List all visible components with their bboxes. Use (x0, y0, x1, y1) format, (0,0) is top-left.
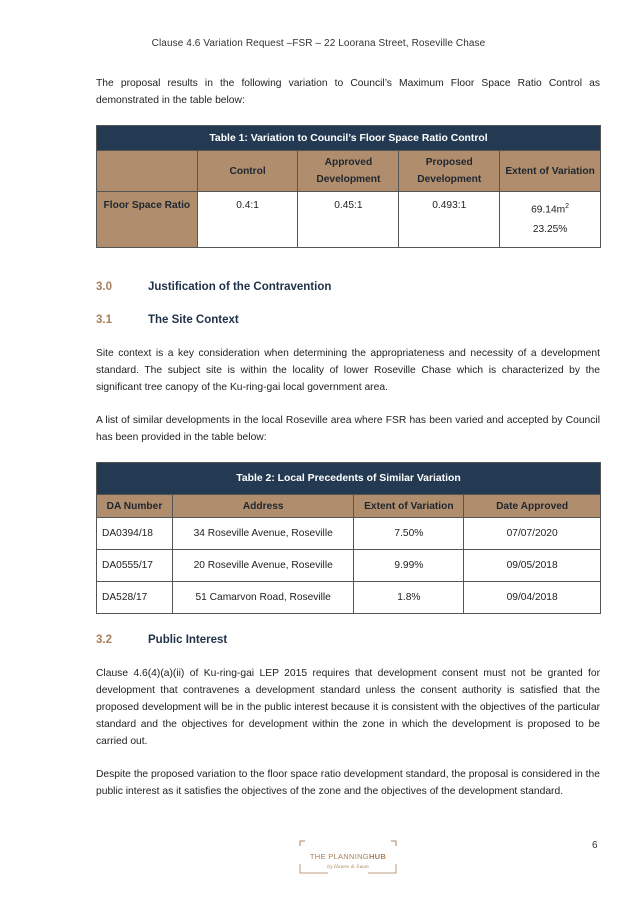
table-row (97, 518, 601, 550)
extent-percent: 23.25% (532, 224, 568, 236)
precedents-intro-paragraph: A list of similar developments in the local Roseville area where FSR has been varied and accepted by Council has been provided in the table below: (96, 415, 600, 443)
extent-area-sup: 2 (565, 203, 570, 210)
table1-header-extent: Extent of Variation (500, 151, 601, 192)
table-row (97, 582, 601, 614)
section-3-2-title: Public Interest (148, 634, 228, 646)
table-row (97, 550, 601, 582)
table-local-precedents (96, 462, 601, 614)
table2-cell-da: DA0394/18 (97, 518, 173, 550)
table-fsr-variation (96, 125, 601, 248)
logo-prefix: THE PLANNING (309, 852, 369, 861)
table1-cell-extent (500, 192, 601, 248)
public-interest-paragraph-2: Despite the proposed variation to the floor space ratio development standard, the proposal is considered in the public interest as it satisfies the objectives of the zone and the objectives of the development standard. (96, 769, 600, 797)
section-3-0-title: Justification of the Contravention (148, 281, 332, 293)
logo-tagline: by Hawes & Swan (327, 865, 369, 870)
page-number: 6 (592, 840, 598, 851)
intro-paragraph: The proposal results in the following variation to Council’s Maximum Floor Space Ratio Control as demonstrated in the table below: (96, 78, 600, 106)
table2-cell-da: DA528/17 (97, 582, 173, 614)
table1-cell-approved: 0.45:1 (298, 192, 399, 248)
public-interest-paragraph-1: Clause 4.6(4)(a)(ii) of Ku-ring-gai LEP 2015 requires that development consent must not be granted for development that contravenes a development standard unless the consent authority is satisfied that the proposed development will be in the public interest because it is consistent with the objectives of the particular standard and the objectives for development within the zone in which the development is proposed to be carried out. (96, 668, 600, 747)
logo-wordmark (298, 852, 398, 861)
table2-cell-address: 34 Roseville Avenue, Roseville (172, 518, 354, 550)
table2-cell-extent: 1.8% (354, 582, 464, 614)
table1-cell-proposed: 0.493:1 (399, 192, 500, 248)
table2-caption: Table 2: Local Precedents of Similar Variation (97, 463, 601, 495)
table1-header-proposed: Proposed Development (399, 151, 500, 192)
table2-cell-da: DA0555/17 (97, 550, 173, 582)
table2-cell-date: 09/05/2018 (464, 550, 601, 582)
table2-cell-address: 51 Camarvon Road, Roseville (172, 582, 354, 614)
table2-header-da: DA Number (97, 495, 173, 518)
table2-header-address: Address (172, 495, 354, 518)
table1-caption: Table 1: Variation to Council’s Floor Space Ratio Control (97, 126, 601, 151)
table1-header-blank (97, 151, 198, 192)
table2-header-date: Date Approved (464, 495, 601, 518)
table1-cell-control: 0.4:1 (197, 192, 298, 248)
section-3-1-number: 3.1 (96, 314, 112, 326)
table2-cell-address: 20 Roseville Avenue, Roseville (172, 550, 354, 582)
site-context-paragraph: Site context is a key consideration when determining the appropriateness and necessity of a development standard. The subject site is within the locality of lower Roseville Chase which is characterized by the significant tree canopy of the Ku-ring-gai local government area. (96, 348, 600, 393)
table2-cell-date: 07/07/2020 (464, 518, 601, 550)
section-3-1-heading (96, 314, 239, 326)
planning-hub-logo (298, 840, 398, 874)
section-3-1-title: The Site Context (148, 314, 239, 326)
table1-header-approved: Approved Development (298, 151, 399, 192)
table2-cell-date: 09/04/2018 (464, 582, 601, 614)
section-3-2-heading (96, 634, 227, 646)
section-3-0-heading (96, 281, 331, 293)
table2-cell-extent: 7.50% (354, 518, 464, 550)
table2-header-extent: Extent of Variation (354, 495, 464, 518)
extent-area: 69.14m (531, 204, 566, 216)
table-row (97, 192, 601, 248)
section-3-2-number: 3.2 (96, 634, 112, 646)
table1-header-control: Control (197, 151, 298, 192)
section-3-0-number: 3.0 (96, 281, 112, 293)
table1-row-label: Floor Space Ratio (97, 192, 198, 248)
logo-bold: HUB (368, 852, 387, 861)
table2-cell-extent: 9.99% (354, 550, 464, 582)
page-header: Clause 4.6 Variation Request –FSR – 22 Loorana Street, Roseville Chase (151, 38, 486, 49)
